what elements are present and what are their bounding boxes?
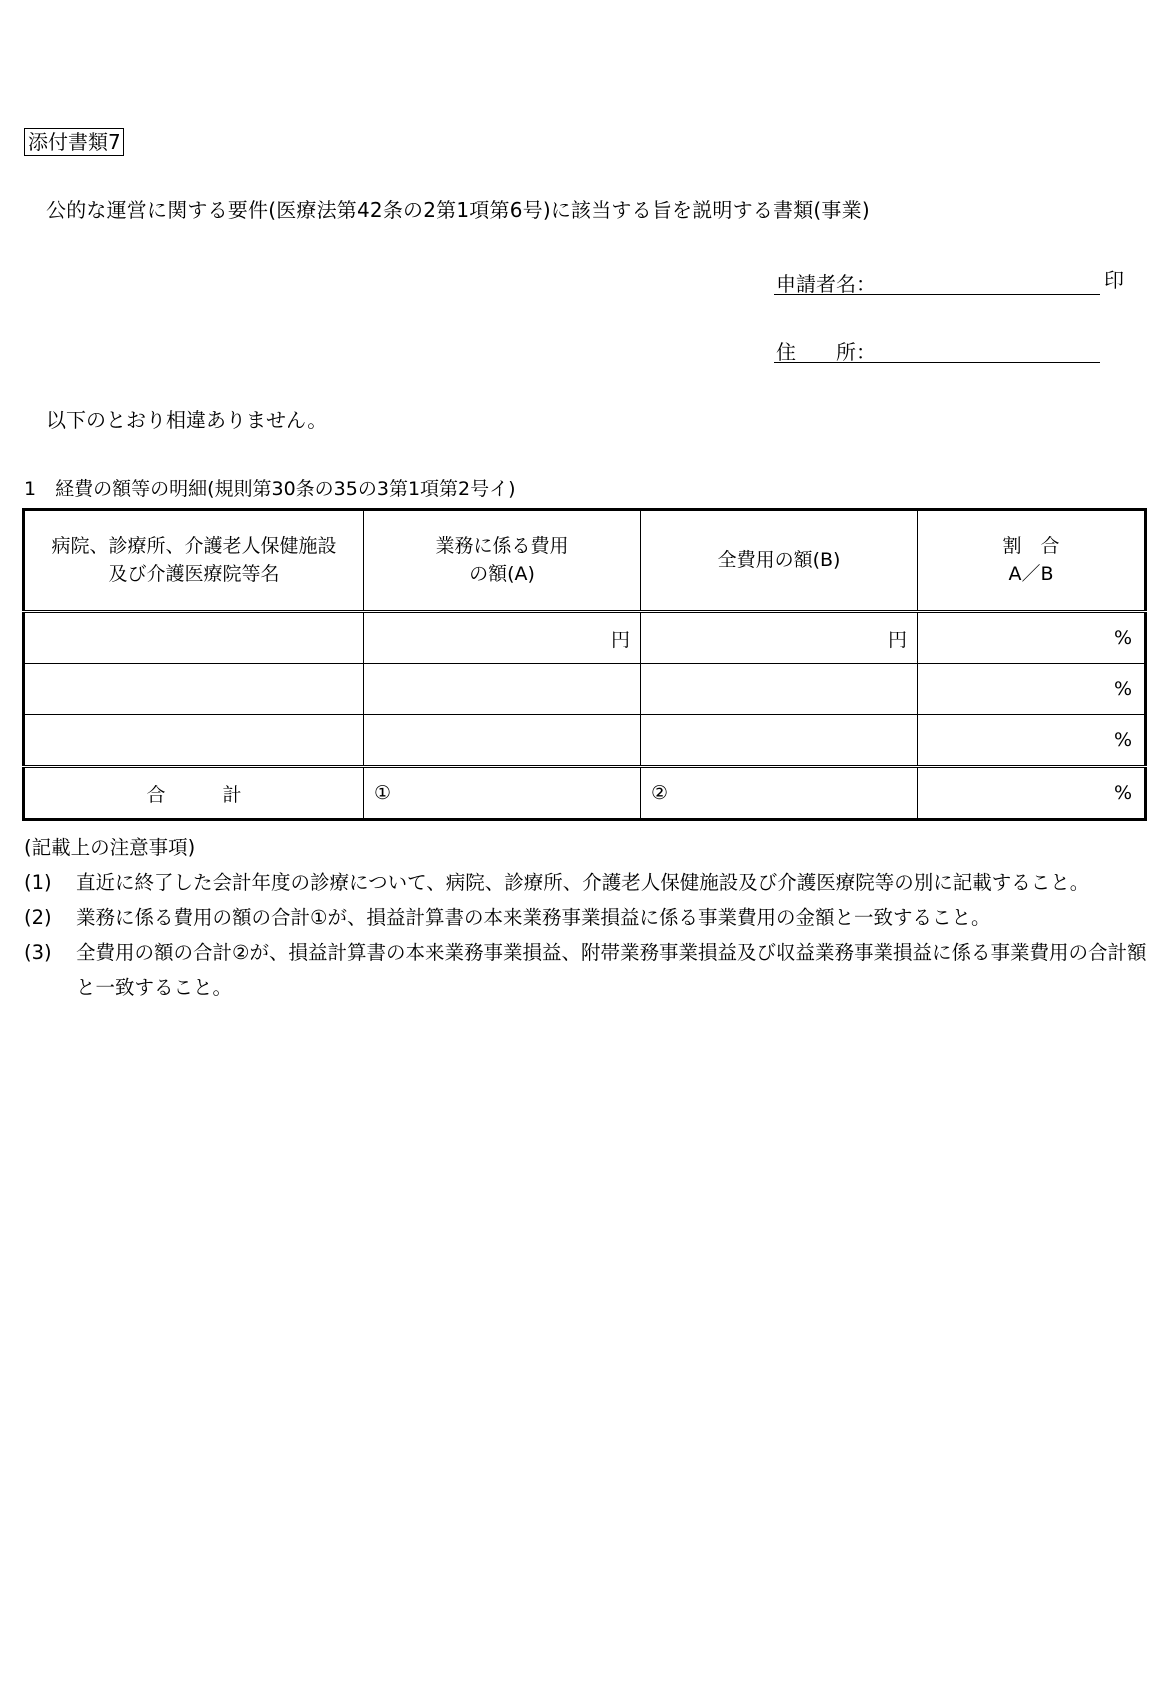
applicant-address-line (774, 330, 1100, 363)
seal-mark: 印 (1104, 268, 1124, 292)
note-number: (1) (24, 871, 52, 894)
note-text: 直近に終了した会計年度の診療について、病院、診療所、介護老人保健施設及び介護医療院等の別に記載すること。 (76, 871, 1090, 894)
applicant-name-line (774, 262, 1100, 295)
note-item (24, 865, 1149, 900)
header-business-cost: 業務に係る費用 の額(A) (364, 510, 641, 612)
business-cost-cell[interactable] (364, 664, 641, 715)
table-header-row (24, 510, 1146, 612)
facility-name-cell[interactable] (24, 612, 364, 664)
table-total-row (24, 767, 1146, 820)
ratio-cell[interactable]: % (918, 715, 1146, 767)
business-cost-cell[interactable]: 円 (364, 612, 641, 664)
table-row (24, 715, 1146, 767)
note-text: 業務に係る費用の額の合計①が、損益計算書の本来業務事業損益に係る事業費用の金額と一致すること。 (76, 906, 991, 929)
note-number: (3) (24, 941, 52, 964)
total-label: 合 計 (24, 767, 364, 820)
total-business-cost-cell[interactable]: ① (364, 767, 641, 820)
total-cost-cell[interactable] (641, 664, 918, 715)
total-ratio-cell[interactable]: % (918, 767, 1146, 820)
note-number: (2) (24, 906, 52, 929)
document-title: 公的な運営に関する要件(医療法第42条の2第1項第6号)に該当する旨を説明する書類(事業) (46, 198, 870, 222)
facility-name-cell[interactable] (24, 715, 364, 767)
total-cost-cell[interactable]: 円 (641, 612, 918, 664)
notes-title: (記載上の注意事項) (24, 836, 196, 859)
note-item (24, 935, 1149, 1005)
table-row (24, 612, 1146, 664)
note-item (24, 900, 1149, 935)
facility-name-cell[interactable] (24, 664, 364, 715)
total-cost-cell[interactable] (641, 715, 918, 767)
header-total-cost: 全費用の額(B) (641, 510, 918, 612)
header-facility-name: 病院、診療所、介護老人保健施設 及び介護医療院等名 (24, 510, 364, 612)
ratio-cell[interactable]: % (918, 664, 1146, 715)
note-text: 全費用の額の合計②が、損益計算書の本来業務事業損益、附帯業務事業損益及び収益業務事業損益に係る事業費用の合計額と一致すること。 (76, 941, 1147, 999)
cost-table (22, 508, 1147, 821)
notes-section (24, 830, 1149, 1005)
section-heading: 1 経費の額等の明細(規則第30条の35の3第1項第2号イ) (24, 478, 516, 500)
attachment-label: 添付書類7 (24, 128, 124, 156)
applicant-address-label: 住 所： (776, 340, 876, 364)
business-cost-cell[interactable] (364, 715, 641, 767)
total-all-cost-cell[interactable]: ② (641, 767, 918, 820)
table-row (24, 664, 1146, 715)
confirmation-text: 以下のとおり相違ありません。 (46, 408, 328, 432)
ratio-cell[interactable]: % (918, 612, 1146, 664)
applicant-name-label: 申請者名： (776, 272, 876, 296)
header-ratio: 割 合 A／B (918, 510, 1146, 612)
